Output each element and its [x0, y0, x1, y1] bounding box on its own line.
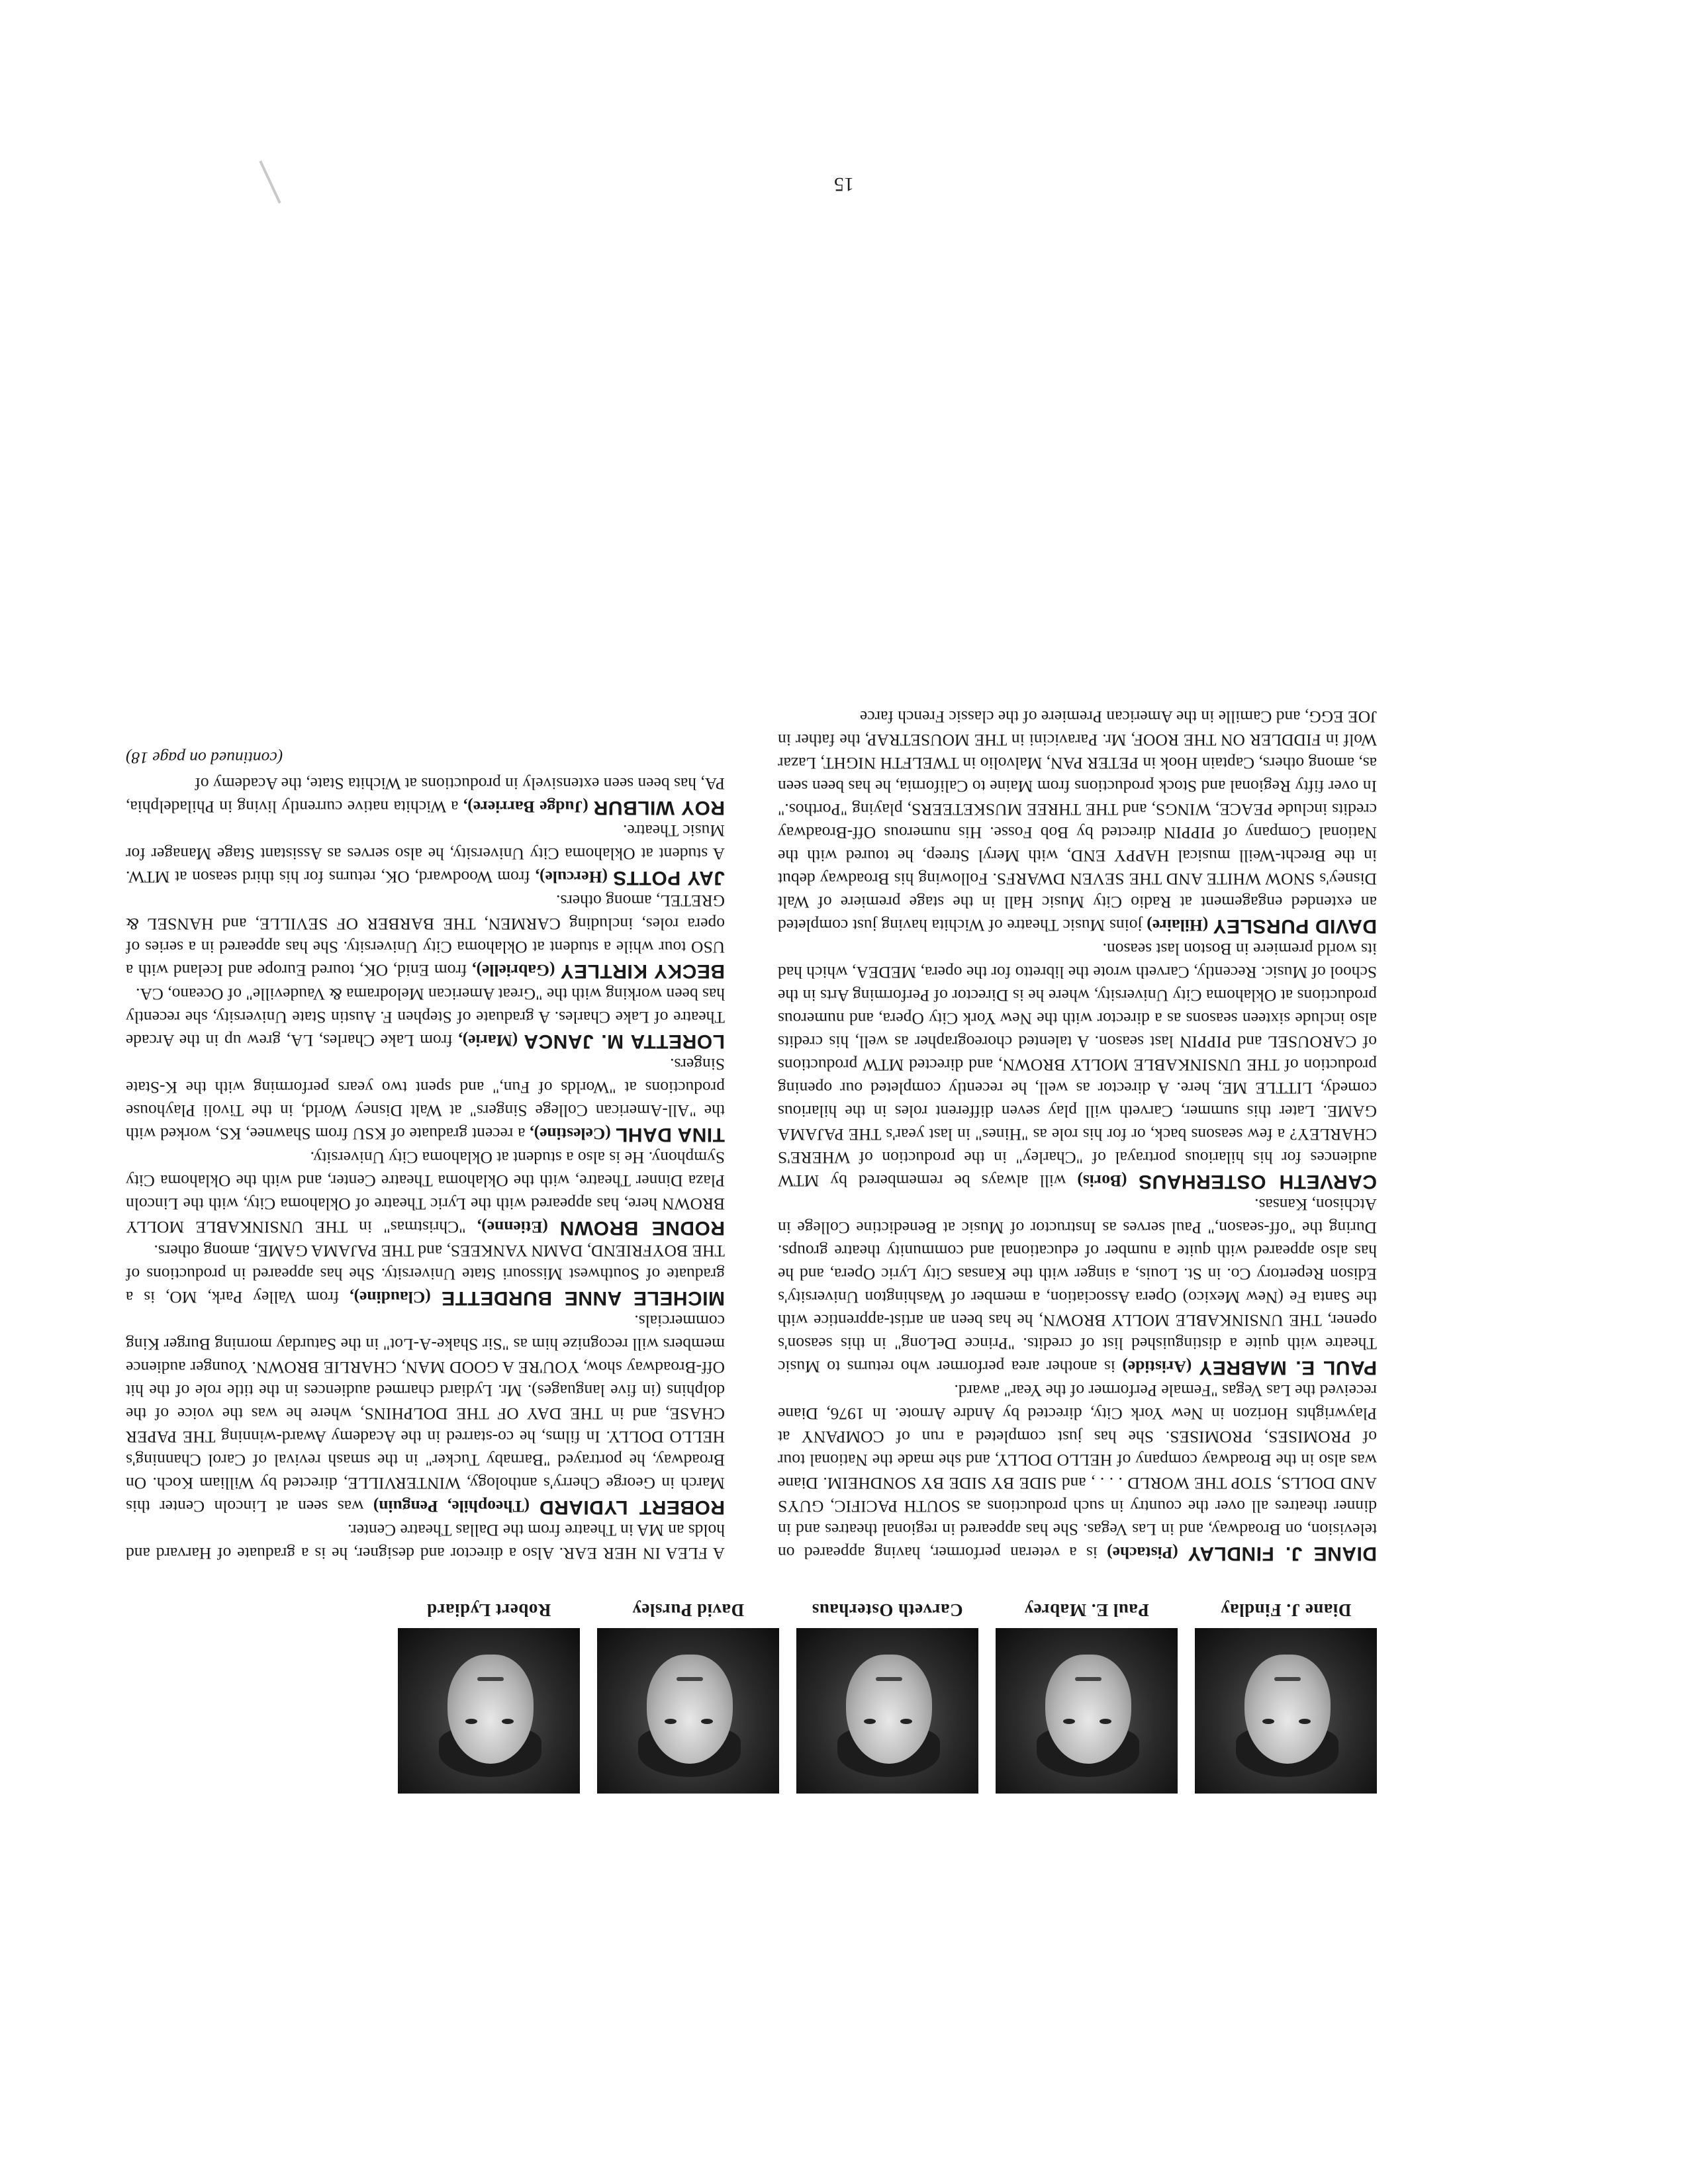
bio-entry: [126, 772, 725, 819]
bio-text: "Christmas" in THE UNSINKABLE MOLLY BROWN here, has appeared with the Lyric Theatre of Oklahoma City, with the Lincoln Plaza Dinner Theatre, with the Oklahoma Theatre Center, and with the Oklahoma City Symphony. He is also a student at Oklahoma City University.: [126, 1148, 725, 1237]
photo-eye: [864, 1719, 876, 1724]
photo-mouth: [477, 1677, 504, 1681]
bio-column-right: [126, 747, 725, 1565]
bio-entry: [126, 1519, 725, 1565]
bio-text: joins Music Theatre of Wichita having just completed an extended engagement at Radio City Music Hall in the stage premiere of Walt Disney's SNOW WHITE AND THE SEVEN DWARFS. Following his Broadway debut in the Brecht-Weill musical HAPPY END, with Meryl Streep, he toured with the National Company of PIPPIN directed by Bob Fosse. His numerous Off-Broadway credits include PEACE, WINGS, and THE THREE MUSKETEERS, playing "Porthos." In over fifty Regional and Stock productions from Maine to California, he has been seen as, among others, Captain Hook in PETER PAN, Malvolio in TWELFTH NIGHT, Lazar Wolf in FIDDLER ON THE ROOF, Mr. Paravicini in THE MOUSETRAP, the father in JOE EGG, and Camille in the American Premiere of the classic French farce: [777, 707, 1377, 935]
bio-text: A FLEA IN HER EAR. Also a director and designer, he is a graduate of Harvard and holds an MA in Theatre from the Dallas Theatre Center.: [126, 1521, 725, 1563]
cast-photo: [597, 1628, 779, 1794]
cast-role: (Pistache): [1107, 1543, 1178, 1563]
bio-text: was seen at Lincoln Center this March in George Cherry's anthology, WINTERVILLE, directed by William Koch. On Broadway, he portrayed "Barnaby Tucker" in the smash revival of Carol Channing's HELLO DOLLY. In films, he co-starred in the Academy Award-winning THE PAPER CHASE, and in THE DAY OF THE DOLPHINS, where he was the voice of the dolphins (in five languages). Mr. Lydiard charmed audiences in the title role of the hit Off-Broadway show, YOU'RE A GOOD MAN, CHARLIE BROWN. Younger audience members will recognize him as "Sir Shake-A-Lot" in the Saturday morning Burger King commercials.: [125, 1312, 725, 1516]
cast-name: DAVID PURSLEY: [1213, 915, 1377, 937]
photo-eye: [900, 1719, 912, 1724]
caption-row: [397, 1587, 1377, 1620]
photo-caption: Paul E. Mabrey: [1024, 1600, 1149, 1620]
cast-photo: [996, 1628, 1178, 1794]
bio-entry: [126, 1240, 725, 1310]
cast-photo-strip: [397, 1575, 1377, 1794]
photo-caption: David Pursley: [632, 1600, 745, 1620]
cast-role: (Claudine),: [350, 1288, 431, 1307]
photo-face: [447, 1655, 534, 1764]
bio-entry: [126, 819, 725, 889]
cast-role: (Hercule),: [535, 868, 608, 887]
photo-eye: [1100, 1719, 1111, 1724]
cast-name: LORETTA M. JANCA: [523, 1030, 725, 1052]
photo-row: [397, 1628, 1377, 1794]
photo-eye: [465, 1719, 477, 1724]
cast-name: RODNE BROWN: [559, 1217, 725, 1239]
photo-face: [1045, 1655, 1131, 1764]
cast-name: MICHELE ANNE BURDETTE: [441, 1287, 725, 1309]
cast-name: ROY WILBUR: [593, 797, 725, 819]
bio-text: from Valley Park, MO, is a graduate of Southwest Missouri State University. She has appeared in productions of THE BOYFRIEND, DAMN YANKEES, and THE PAJAMA GAME, among others.: [125, 1242, 725, 1307]
photo-eye: [502, 1719, 514, 1724]
bio-entry: [126, 1310, 725, 1519]
cast-role: (Aristide): [1122, 1357, 1192, 1377]
photo-caption: Carveth Osterhaus: [812, 1600, 963, 1620]
bio-text: a recent graduate of KSU from Shawnee, KS, worked with the "All-American College Singers" at Walt Disney World, in the Tivoli Playhouse productions at "Worlds of Fun," and spent two years performing with the K-State Singers.: [125, 1055, 725, 1144]
cast-role: (Gabrielle),: [472, 961, 555, 980]
photo-eye: [701, 1719, 713, 1724]
bio-text: a Wichita native currently living in Philadelphia, PA, has been seen extensively in productions at Wichita State, the Academy of: [125, 774, 725, 817]
cast-name: DIANE J. FINDLAY: [1188, 1543, 1377, 1565]
photo-mouth: [1075, 1677, 1102, 1681]
cast-photo: [398, 1628, 580, 1794]
bio-entry: [126, 1053, 725, 1146]
photo-eye: [665, 1719, 677, 1724]
photo-caption: Robert Lydiard: [426, 1600, 551, 1620]
cast-role: (Theophile, Penguin): [373, 1497, 530, 1516]
photo-mouth: [1274, 1677, 1301, 1681]
cast-name: TINA DAHL: [615, 1124, 725, 1146]
cast-role: (Hilaire): [1147, 916, 1209, 935]
bio-entry: [126, 983, 725, 1053]
photo-face: [1244, 1655, 1331, 1764]
bio-text: from Woodward, OK, returns for his third season at MTW. A student at Oklahoma City University, he also serves as Assistant Stage Manager for Music Theatre.: [125, 821, 725, 887]
photo-face: [846, 1655, 932, 1764]
bio-text: from Enid, OK, toured Europe and Iceland with a USO tour while a student at Oklahoma City University. She has appeared in a series of opera roles, including CARMEN, THE BARBER OF SEVILLE, and HANSEL & GRETEL, among others.: [125, 891, 725, 980]
cast-name: JAY POTTS: [612, 867, 725, 889]
page-number: 15: [834, 173, 854, 195]
cast-role: (Boris): [1077, 1171, 1127, 1191]
cast-name: CARVETH OSTERHAUS: [1138, 1171, 1377, 1193]
bio-text: from Lake Charles, LA, grew up in the Arcade Theatre of Lake Charles. A graduate of Stephen F. Austin State University, she recently has been working with the "Great American Melodrama & Vaudeville" of Oceano, CA.: [125, 985, 725, 1050]
photo-eye: [1063, 1719, 1075, 1724]
photo-face: [647, 1655, 733, 1764]
cast-photo: [796, 1628, 978, 1794]
bio-entry: [778, 1379, 1377, 1565]
photo-eye: [1299, 1719, 1311, 1724]
cast-role: (Marie),: [458, 1031, 518, 1050]
cast-role: (Etienne),: [477, 1218, 548, 1237]
bio-entry: [126, 889, 725, 983]
scan-mark: [259, 160, 281, 203]
photo-mouth: [677, 1677, 703, 1681]
photo-caption: Diane J. Findlay: [1220, 1600, 1352, 1620]
bio-text: is another area performer who returns to Music Theatre with quite a distinguished list of credits. "Prince DeLong" in this season's opener, THE UNSINKABLE MOLLY BROWN, he has been an artist-apprentice with the Santa Fe (New Mexico) Opera Association, a member of Washington University's Edison Repertory Co. in St. Louis, a singer with the Kansas City Lyric Opera, and he has also appeared with quite a number of educational and community theatre groups. During the "off-season," Paul serves as Instructor of Music at Benedictine College in Atchison, Kansas.: [778, 1195, 1377, 1377]
cast-role: (Celestine),: [530, 1124, 611, 1144]
bio-entry: [778, 705, 1377, 938]
continued-note: (continued on page 18): [126, 749, 283, 768]
bio-entry: [778, 938, 1377, 1193]
cast-role: (Judge Barriere),: [463, 797, 588, 817]
cast-name: ROBERT LYDIARD: [539, 1496, 725, 1518]
bio-column-left: [778, 705, 1377, 1565]
cast-photo: [1195, 1628, 1377, 1794]
bio-entry: [778, 1193, 1377, 1379]
cast-name: BECKY KIRTLEY: [560, 960, 725, 982]
bio-entry: [126, 1146, 725, 1240]
cast-name: PAUL E. MABREY: [1198, 1357, 1377, 1379]
photo-mouth: [876, 1677, 902, 1681]
photo-eye: [1262, 1719, 1274, 1724]
bio-text: is a veteran performer, having appeared on television, on Broadway, and in Las Vegas. She has appeared in regional theatres and in dinner theatres all over the country in such productions as SOUTH PACIFIC, GUYS AND DOLLS, STOP THE WORLD . . . , and SIDE BY SIDE BY SONDHEIM. Diane was also in the Broadway company of HELLO DOLLY, and she made the National tour of PROMISES, PROMISES. She has just completed a run of COMPANY at Playwrights Horizon in New York City, directed by Andre Arnote. In 1976, Diane received the Las Vegas "Female Performer of the Year" award.: [777, 1381, 1377, 1563]
bio-text: will always be remembered by MTW audiences for his hilarious portrayal of "Charley" in the production of WHERE'S CHARLEY? a few seasons back, or for his role as "Hines" in last year's THE PAJAMA GAME. Later this summer, Carveth will play seven different roles in the hilarious comedy, LITTLE ME, here. A director as well, he recently completed our opening production of THE UNSINKABLE MOLLY BROWN, and directed MTW productions of CAROUSEL and PIPPIN last season. A talented choreographer as well, his credits also include sixteen seasons as a director with the New York City Opera, and numerous productions at Oklahoma City University, where he is Director of Performing Arts in the School of Music. Recently, Carveth wrote the libretto for the opera, MEDEA, which had its world premiere in Boston last season.: [777, 940, 1377, 1191]
